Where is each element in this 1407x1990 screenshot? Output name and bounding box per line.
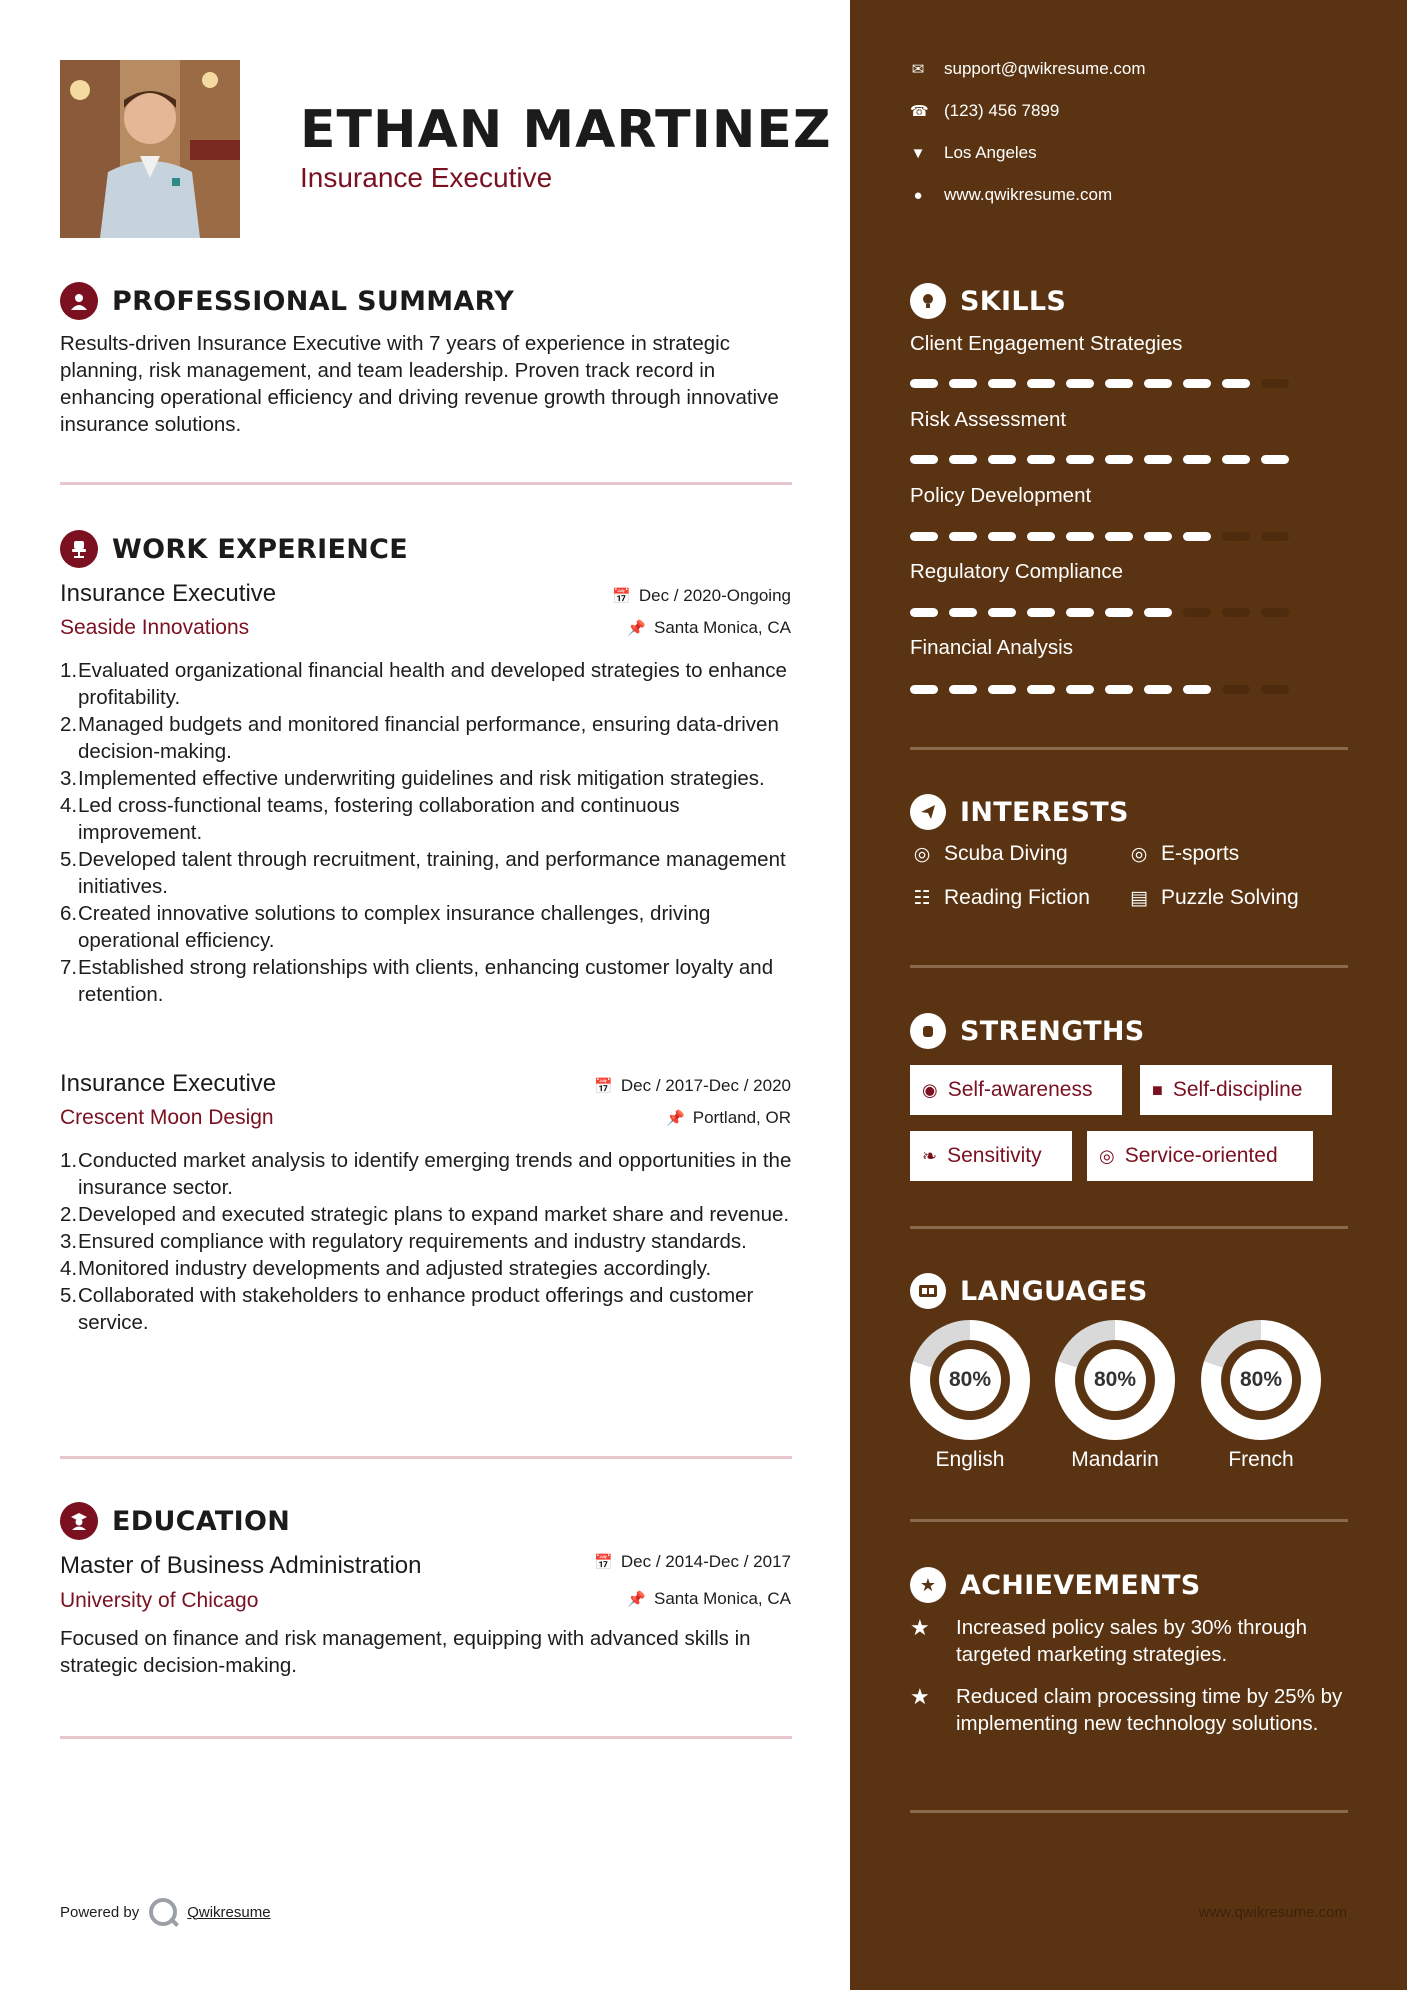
item-number: 7.	[60, 956, 78, 979]
divider	[60, 1456, 792, 1459]
achievements-heading: ACHIEVEMENTS	[960, 1569, 1201, 1601]
skill-dash	[910, 379, 938, 388]
skill-dash	[1261, 608, 1289, 617]
list-item	[60, 1255, 800, 1282]
language-item	[1201, 1320, 1321, 1472]
education-dates	[594, 1552, 791, 1572]
skill-dash	[1222, 532, 1250, 541]
item-number: 5.	[60, 1284, 78, 1307]
globe-icon: ●	[913, 186, 923, 204]
list-item	[60, 765, 800, 792]
skills-header	[910, 283, 1066, 319]
interests-heading: INTERESTS	[960, 796, 1129, 828]
item-text: Managed budgets and monitored financial performance, ensuring data-driven decision-making.	[78, 713, 779, 763]
job-dates-text: Dec / 2020-Ongoing	[638, 586, 791, 605]
pin-icon: 📌	[627, 1591, 646, 1608]
skill-dash	[1027, 608, 1055, 617]
skill-dash	[1144, 685, 1172, 694]
job-duties	[60, 1147, 800, 1336]
contact-website-text: www.qwikresume.com	[944, 185, 1113, 204]
contact-phone-text: (123) 456 7899	[944, 101, 1060, 120]
skill-dash	[949, 379, 977, 388]
summary-heading: PROFESSIONAL SUMMARY	[112, 285, 515, 317]
pin-icon: 📌	[666, 1110, 685, 1127]
job-location-text: Santa Monica, CA	[653, 618, 791, 637]
skill-dash	[1222, 608, 1250, 617]
leaf-icon: ❧	[922, 1145, 938, 1166]
skill-dash	[1105, 455, 1133, 464]
skill-dash	[1222, 379, 1250, 388]
achievement-text: Increased policy sales by 30% through targeted marketing strategies.	[956, 1616, 1307, 1666]
paper-plane-icon	[910, 794, 946, 830]
skill-dash	[949, 532, 977, 541]
item-number: 2.	[60, 1203, 78, 1226]
job-company: Seaside Innovations	[60, 616, 250, 639]
job-title: Insurance Executive	[60, 580, 277, 607]
job-dates	[594, 1076, 791, 1096]
interest-item	[1127, 842, 1239, 866]
education-text: Focused on finance and risk management, equipping with advanced skills in strategic decision-making.	[60, 1627, 751, 1677]
interest-label: Scuba Diving	[944, 842, 1068, 865]
lightbulb-icon	[910, 283, 946, 319]
item-number: 1.	[60, 659, 78, 682]
skill-dash	[1183, 685, 1211, 694]
list-item	[60, 954, 800, 1008]
qwikresume-logo-icon	[149, 1898, 177, 1926]
strengths-heading: STRENGTHS	[960, 1015, 1145, 1047]
lock-icon: ■	[1152, 1079, 1163, 1100]
star-badge-icon: ★	[910, 1567, 946, 1603]
job-dates-text: Dec / 2017-Dec / 2020	[620, 1076, 791, 1095]
divider	[60, 482, 792, 485]
language-percent: 80%	[939, 1349, 1001, 1411]
item-number: 3.	[60, 1230, 78, 1253]
experience-heading: WORK EXPERIENCE	[112, 533, 408, 565]
skill-dash	[1183, 608, 1211, 617]
item-number: 4.	[60, 1257, 78, 1280]
interest-label: Puzzle Solving	[1161, 886, 1299, 909]
skill-dash	[1261, 532, 1289, 541]
list-item	[60, 792, 800, 846]
item-text: Developed and executed strategic plans to expand market share and revenue.	[78, 1203, 790, 1226]
skill-dash	[1105, 685, 1133, 694]
skill-dash	[1027, 379, 1055, 388]
list-item	[60, 900, 800, 954]
lifebuoy-icon: ◎	[1130, 843, 1148, 865]
education-heading: EDUCATION	[112, 1505, 291, 1537]
map-pin-icon: ▼	[910, 144, 926, 162]
envelope-icon: ✉	[911, 61, 925, 78]
item-number: 6.	[60, 902, 78, 925]
achievement-text: Reduced claim processing time by 25% by implementing new technology solutions.	[956, 1685, 1343, 1735]
skill-dash	[1261, 379, 1289, 388]
language-item	[1055, 1320, 1175, 1472]
skill-dash	[910, 685, 938, 694]
skill-dash	[1183, 532, 1211, 541]
divider	[910, 747, 1348, 750]
achievement-item	[910, 1683, 1350, 1737]
job-location-text: Portland, OR	[692, 1108, 791, 1127]
language-name: Mandarin	[1071, 1448, 1159, 1471]
star-icon: ★	[910, 1684, 930, 1709]
lifebuoy-icon: ◎	[1099, 1145, 1115, 1166]
interest-item	[1127, 886, 1299, 910]
contact-location	[910, 143, 1037, 163]
strength-chip	[1087, 1131, 1313, 1181]
strength-chip	[910, 1131, 1072, 1181]
skill-dash	[1183, 455, 1211, 464]
item-text: Established strong relationships with clients, enhancing customer loyalty and retention.	[78, 956, 774, 1006]
skill-dash	[1222, 685, 1250, 694]
profile-photo	[60, 60, 240, 238]
skill-dash	[1066, 532, 1094, 541]
language-percent: 80%	[1230, 1349, 1292, 1411]
skill-dash	[910, 608, 938, 617]
brand-link[interactable]: Qwikresume	[187, 1903, 271, 1921]
skill-dash	[1066, 685, 1094, 694]
calendar-icon: 📅	[594, 1554, 613, 1571]
education-location	[627, 1589, 791, 1609]
skill-dash	[910, 532, 938, 541]
calendar-icon: 📅	[612, 588, 631, 605]
skill-dash	[1027, 455, 1055, 464]
job-dates	[612, 586, 791, 606]
skill-dash	[1144, 608, 1172, 617]
powered-by-text: Powered by	[60, 1903, 140, 1921]
strengths-header	[910, 1013, 1145, 1049]
skill-dash	[1027, 532, 1055, 541]
skill-bar	[910, 379, 1289, 388]
divider	[910, 965, 1348, 968]
skill-dash	[1066, 455, 1094, 464]
gamepad-icon: ☷	[913, 887, 931, 909]
skill-name: Policy Development	[910, 484, 1092, 507]
list-item	[60, 1282, 800, 1336]
list-item	[60, 846, 800, 900]
skill-dash	[1027, 685, 1055, 694]
item-text: Created innovative solutions to complex insurance challenges, driving operational efficiency.	[78, 902, 711, 952]
languages-header	[910, 1273, 1148, 1309]
footer	[60, 1898, 271, 1926]
skill-dash	[1105, 379, 1133, 388]
pin-icon: 📌	[627, 620, 646, 637]
strength-chip	[910, 1065, 1122, 1115]
skill-dash	[988, 685, 1016, 694]
skills-heading: SKILLS	[960, 285, 1067, 317]
interest-label: E-sports	[1161, 842, 1240, 865]
strength-label: Service-oriented	[1124, 1144, 1278, 1167]
skill-dash	[1183, 379, 1211, 388]
graduate-icon	[60, 1502, 98, 1540]
item-number: 2.	[60, 713, 78, 736]
divider	[910, 1519, 1348, 1522]
job-company: Crescent Moon Design	[60, 1106, 274, 1129]
phone-icon: ☎	[910, 103, 929, 120]
skill-dash	[1261, 455, 1289, 464]
interest-item	[910, 886, 1090, 910]
achievement-item	[910, 1614, 1350, 1668]
user-icon	[60, 282, 98, 320]
strength-label: Self-discipline	[1172, 1078, 1303, 1101]
school: University of Chicago	[60, 1589, 259, 1612]
interest-item	[910, 842, 1068, 866]
job-location	[627, 618, 791, 638]
book-icon: ▤	[1130, 887, 1148, 909]
skill-dash	[949, 685, 977, 694]
translate-icon	[910, 1273, 946, 1309]
strength-label: Self-awareness	[947, 1078, 1093, 1101]
contact-website[interactable]	[910, 185, 1112, 205]
language-ring	[910, 1320, 1030, 1440]
skill-dash	[1144, 532, 1172, 541]
list-item	[60, 1147, 800, 1201]
skill-dash	[949, 455, 977, 464]
item-text: Collaborated with stakeholders to enhance product offerings and customer service.	[78, 1284, 754, 1334]
fist-icon	[910, 1013, 946, 1049]
language-item	[910, 1320, 1030, 1472]
item-text: Monitored industry developments and adjusted strategies accordingly.	[78, 1257, 712, 1280]
contact-phone	[910, 101, 1059, 121]
strength-label: Sensitivity	[947, 1144, 1042, 1167]
language-ring	[1201, 1320, 1321, 1440]
divider	[910, 1810, 1348, 1813]
skill-dash	[949, 608, 977, 617]
list-item	[60, 1201, 800, 1228]
skill-dash	[988, 455, 1016, 464]
divider	[910, 1226, 1348, 1229]
skill-dash	[1261, 685, 1289, 694]
language-name: English	[935, 1448, 1005, 1471]
office-chair-icon	[60, 530, 98, 568]
languages-heading: LANGUAGES	[960, 1275, 1148, 1307]
skill-name: Regulatory Compliance	[910, 560, 1124, 583]
contact-location-text: Los Angeles	[944, 143, 1037, 162]
skill-bar	[910, 685, 1289, 694]
item-number: 1.	[60, 1149, 78, 1172]
item-number: 4.	[60, 794, 78, 817]
item-number: 3.	[60, 767, 78, 790]
experience-header	[60, 530, 408, 568]
education-header	[60, 1502, 290, 1540]
skill-bar	[910, 455, 1289, 464]
language-ring	[1055, 1320, 1175, 1440]
skill-dash	[1222, 455, 1250, 464]
calendar-icon: 📅	[594, 1078, 613, 1095]
skill-dash	[1144, 379, 1172, 388]
item-text: Ensured compliance with regulatory requirements and industry standards.	[78, 1230, 747, 1253]
skill-dash	[1066, 608, 1094, 617]
language-name: French	[1228, 1448, 1294, 1471]
summary-text: Results-driven Insurance Executive with 7 years of experience in strategic planning, risk management, and team leadership. Proven track record in enhancing operational efficiency and driving revenue growth through innovative insurance solutions.	[60, 332, 779, 436]
skill-dash	[910, 455, 938, 464]
list-item	[60, 657, 800, 711]
skill-dash	[988, 532, 1016, 541]
candidate-name: ETHAN MARTINEZ	[300, 100, 832, 160]
education-location-text: Santa Monica, CA	[653, 1589, 791, 1608]
list-item	[60, 711, 800, 765]
skill-dash	[988, 379, 1016, 388]
item-text: Implemented effective underwriting guidelines and risk mitigation strategies.	[78, 767, 765, 790]
item-text: Led cross-functional teams, fostering collaboration and continuous improvement.	[78, 794, 680, 844]
skill-name: Risk Assessment	[910, 408, 1067, 431]
skill-name: Client Engagement Strategies	[910, 332, 1183, 355]
sidebar	[850, 0, 1407, 1990]
skill-dash	[988, 608, 1016, 617]
summary-header	[60, 282, 514, 320]
lifebuoy-icon: ◎	[913, 843, 931, 865]
degree: Master of Business Administration	[60, 1552, 422, 1579]
skill-dash	[1105, 532, 1133, 541]
item-text: Developed talent through recruitment, training, and performance management initiatives.	[78, 848, 786, 898]
star-icon: ★	[910, 1615, 930, 1640]
user-circle-icon: ◉	[922, 1079, 938, 1100]
skill-dash	[1105, 608, 1133, 617]
item-text: Conducted market analysis to identify emerging trends and opportunities in the insurance sector.	[78, 1149, 792, 1199]
job-duties	[60, 657, 800, 1008]
footer-website[interactable]: www.qwikresume.com	[1198, 1904, 1347, 1921]
skill-dash	[1144, 455, 1172, 464]
item-number: 5.	[60, 848, 78, 871]
skill-bar	[910, 608, 1289, 617]
strength-chip	[1140, 1065, 1332, 1115]
skill-dash	[1066, 379, 1094, 388]
job-location	[666, 1108, 791, 1128]
contact-email-text: support@qwikresume.com	[944, 59, 1146, 78]
contact-email[interactable]	[910, 59, 1146, 79]
job-title: Insurance Executive	[60, 1070, 277, 1097]
interest-label: Reading Fiction	[944, 886, 1090, 909]
item-text: Evaluated organizational financial health and developed strategies to enhance profitability.	[78, 659, 787, 709]
skill-name: Financial Analysis	[910, 636, 1073, 659]
education-dates-text: Dec / 2014-Dec / 2017	[620, 1552, 791, 1571]
achievements-header	[910, 1567, 1201, 1603]
skill-bar	[910, 532, 1289, 541]
list-item	[60, 1228, 800, 1255]
interests-header	[910, 794, 1129, 830]
divider	[60, 1736, 792, 1739]
language-percent: 80%	[1084, 1349, 1146, 1411]
candidate-title: Insurance Executive	[300, 162, 553, 193]
